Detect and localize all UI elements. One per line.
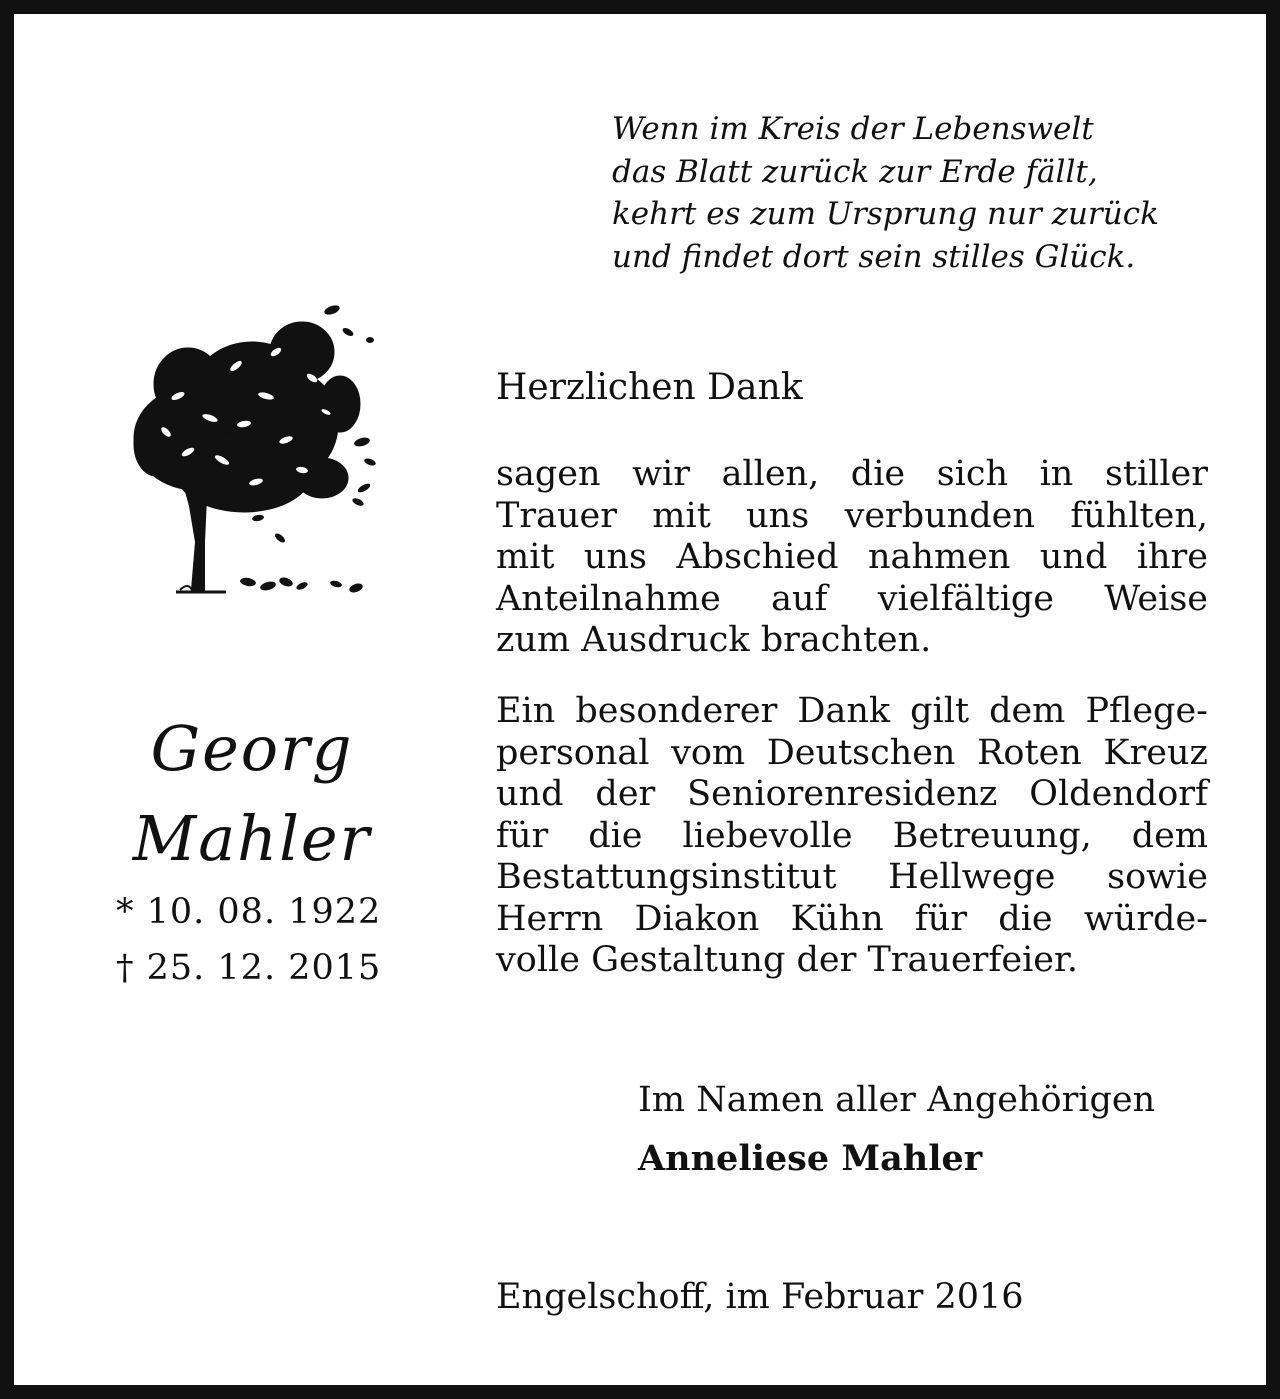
thanks-heading: Herzlichen Dank (496, 367, 803, 408)
paragraph-line: Herrn Diakon Kühn für die würde- (496, 898, 1208, 939)
paragraph-line: und der Seniorenresidenz Oldendorf (496, 774, 1208, 814)
paragraph-line: volle Gestaltung der Trauerfeier. (496, 940, 1078, 980)
birth-date: * 10. 08. 1922 (116, 892, 382, 932)
windblown-tree-icon (126, 292, 388, 604)
thanks-paragraph-1 (496, 454, 1208, 662)
paragraph-line: Ein besonderer Dank gilt dem Pflege- (496, 691, 1208, 731)
decedent-last-name: Mahler (132, 802, 372, 875)
paragraph-line: Anteilnahme auf vielfältige Weise (496, 578, 1208, 619)
poem-line: Wenn im Kreis der Lebenswelt (612, 111, 1094, 147)
death-date: † 25. 12. 2015 (116, 948, 382, 988)
paragraph-line: für die liebevolle Betreuung, dem (496, 815, 1208, 856)
decedent-first-name: Georg (150, 712, 354, 785)
paragraph-line: personal vom Deutschen Roten Kreuz (496, 732, 1208, 773)
paragraph-line: zum Ausdruck brachten. (496, 620, 932, 660)
poem-line: und findet dort sein stilles Glück. (612, 238, 1136, 275)
paragraph-line: sagen wir allen, die sich in stiller (496, 454, 1208, 494)
paragraph-line: Trauer mit uns verbunden fühlten, (496, 495, 1208, 536)
paragraph-line: mit uns Abschied nahmen und ihre (496, 537, 1208, 577)
place-and-date: Engelschoff, im Februar 2016 (496, 1277, 1024, 1317)
poem-line: kehrt es zum Ursprung nur zurück (612, 196, 1159, 232)
poem-line: das Blatt zurück zur Erde fällt, (612, 153, 1098, 190)
paragraph-line: Bestattungsinstitut Hellwege sowie (496, 857, 1208, 897)
signature-name: Anneliese Mahler (638, 1138, 983, 1179)
poem (612, 108, 1232, 278)
thanks-paragraph-2 (496, 691, 1208, 982)
signature-line: Im Namen aller Angehörigen (638, 1080, 1156, 1120)
